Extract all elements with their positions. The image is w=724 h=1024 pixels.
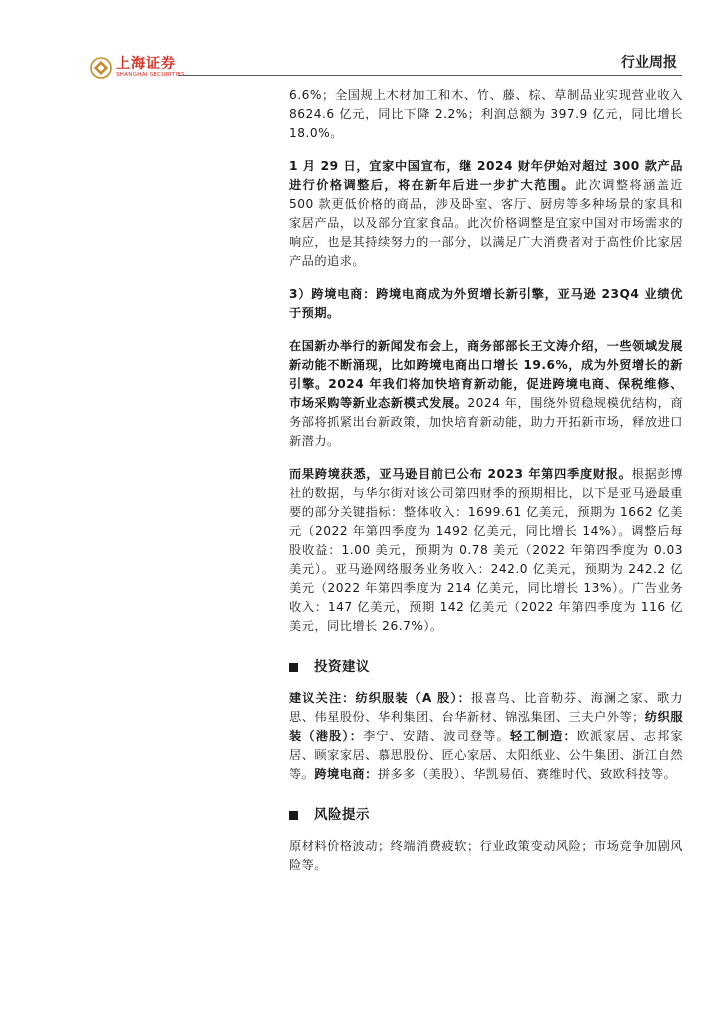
paragraph-text: 此次调整将涵盖近 500 款更低价格的商品，涉及卧室、客厅、厨房等多种场景的家具和家居产品，以及部分宜家食品。此次价格调整是宜家中国对市场需求的响应，也是其持续努力的一部分，以满足广大消费者对于高性价比家居产品的追求。 <box>289 178 683 268</box>
paragraph-text: 根据彭博社的数据，与华尔街对该公司第四财季的预期相比，以下是亚马逊最重要的部分关键指标：整体收入：1699.61 亿美元，预期为 1662 亿美元（2022 年第四季度为 1492 亿美元，同比增长 14%）。调整后每股收益：1.00 美元，预期为 0.78 美元（2022 年第四季度为 0.03 美元）。亚马逊网络服务业务收入：242.0 亿美元，预期为 242.2 亿美元（2022 年第四季度为 214 亿美元，同比增长 13%）。广告业务收入：147 亿美元，预期 142 亿美元（2022 年第四季度为 116 亿美元，同比增长 26.7%）。 <box>289 467 684 633</box>
paragraph-bold-lead: 在国新办举行的新闻发布会上，商务部部长王文涛介绍，一些领域发展新动能不断涌现，比如跨境电商出口增长 19.6%，成为外贸增长的新引擎。2024 年我们将加快培育新动能，促进跨境电商、保税维修、市场采购等新业态新模式发展。 <box>289 339 683 410</box>
shanghai-securities-logo-icon <box>90 57 112 79</box>
rec-segment: 轻工制造： <box>510 729 577 743</box>
paragraph-bold-lead: 1 月 29 日，宜家中国宣布，继 2024 财年伊始对超过 300 款产品进行价格调整后，将在新年后进一步扩大范围。 <box>289 159 683 192</box>
section-investment-advice <box>289 658 683 677</box>
paragraph-text: 6.6%；全国规上木材加工和木、竹、藤、棕、草制品业实现营业收入8624.6 亿元，同比下降 2.2%；利润总额为 397.9 亿元，同比增长18.0%。 <box>289 88 683 140</box>
logo-chinese-name: 上海证券 <box>116 56 176 72</box>
page-header <box>0 0 724 78</box>
paragraph-amazon-earnings <box>289 465 683 636</box>
square-bullet-icon <box>289 811 298 820</box>
paragraph-bold-lead: 3）跨境电商：跨境电商成为外贸增长新引擎，亚马逊 23Q4 业绩优于预期。 <box>289 287 683 320</box>
square-bullet-icon <box>289 663 298 672</box>
rec-segment: 跨境电商： <box>314 767 378 781</box>
rec-segment: 欧派家居、志邦家居、顾家家居、慕思股份、匠心家居、太阳纸业、公牛集团、浙江自然等。 <box>289 729 684 781</box>
investment-recommendation <box>289 689 683 784</box>
paragraph-cross-border-heading <box>289 285 683 323</box>
paragraph-bold-lead: 而果跨境获悉，亚马逊目前已公布 2023 年第四季度财报。 <box>289 467 632 481</box>
section-title-text: 风险提示 <box>314 807 370 823</box>
rec-segment: 拼多多（美股）、华凯易佰、赛维时代、致欧科技等。 <box>377 767 677 781</box>
section-risk-warning <box>289 806 683 825</box>
paragraph-wood-industry <box>289 86 683 143</box>
rec-segment: 报喜鸟、比音勒芬、海澜之家、歌力思、伟星股份、华利集团、台华新材、锦泓集团、三夫户外等； <box>289 691 684 724</box>
rec-segment: 建议关注：纺织服装（A 股）： <box>289 691 471 705</box>
rec-segment: 李宁、安踏、波司登等。 <box>363 729 511 743</box>
company-logo <box>90 57 185 81</box>
header-divider <box>178 75 682 76</box>
report-body <box>289 86 683 889</box>
paragraph-mofcom <box>289 337 683 451</box>
rec-segment: 纺织服装（港股）： <box>289 710 684 743</box>
paragraph-text: 2024 年，围绕外贸稳规模优结构，商务部将抓紧出台新政策，加快培育新动能，助力开拓新市场，释放进口新潜力。 <box>289 396 684 448</box>
report-type-label: 行业周报 <box>621 55 677 71</box>
section-title-text: 投资建议 <box>314 659 370 675</box>
paragraph-ikea <box>289 157 683 271</box>
logo-english-name: SHANGHAI SECURITIES <box>116 72 185 78</box>
risk-warning-text: 原材料价格波动；终端消费疲软；行业政策变动风险；市场竞争加剧风险等。 <box>289 839 683 872</box>
